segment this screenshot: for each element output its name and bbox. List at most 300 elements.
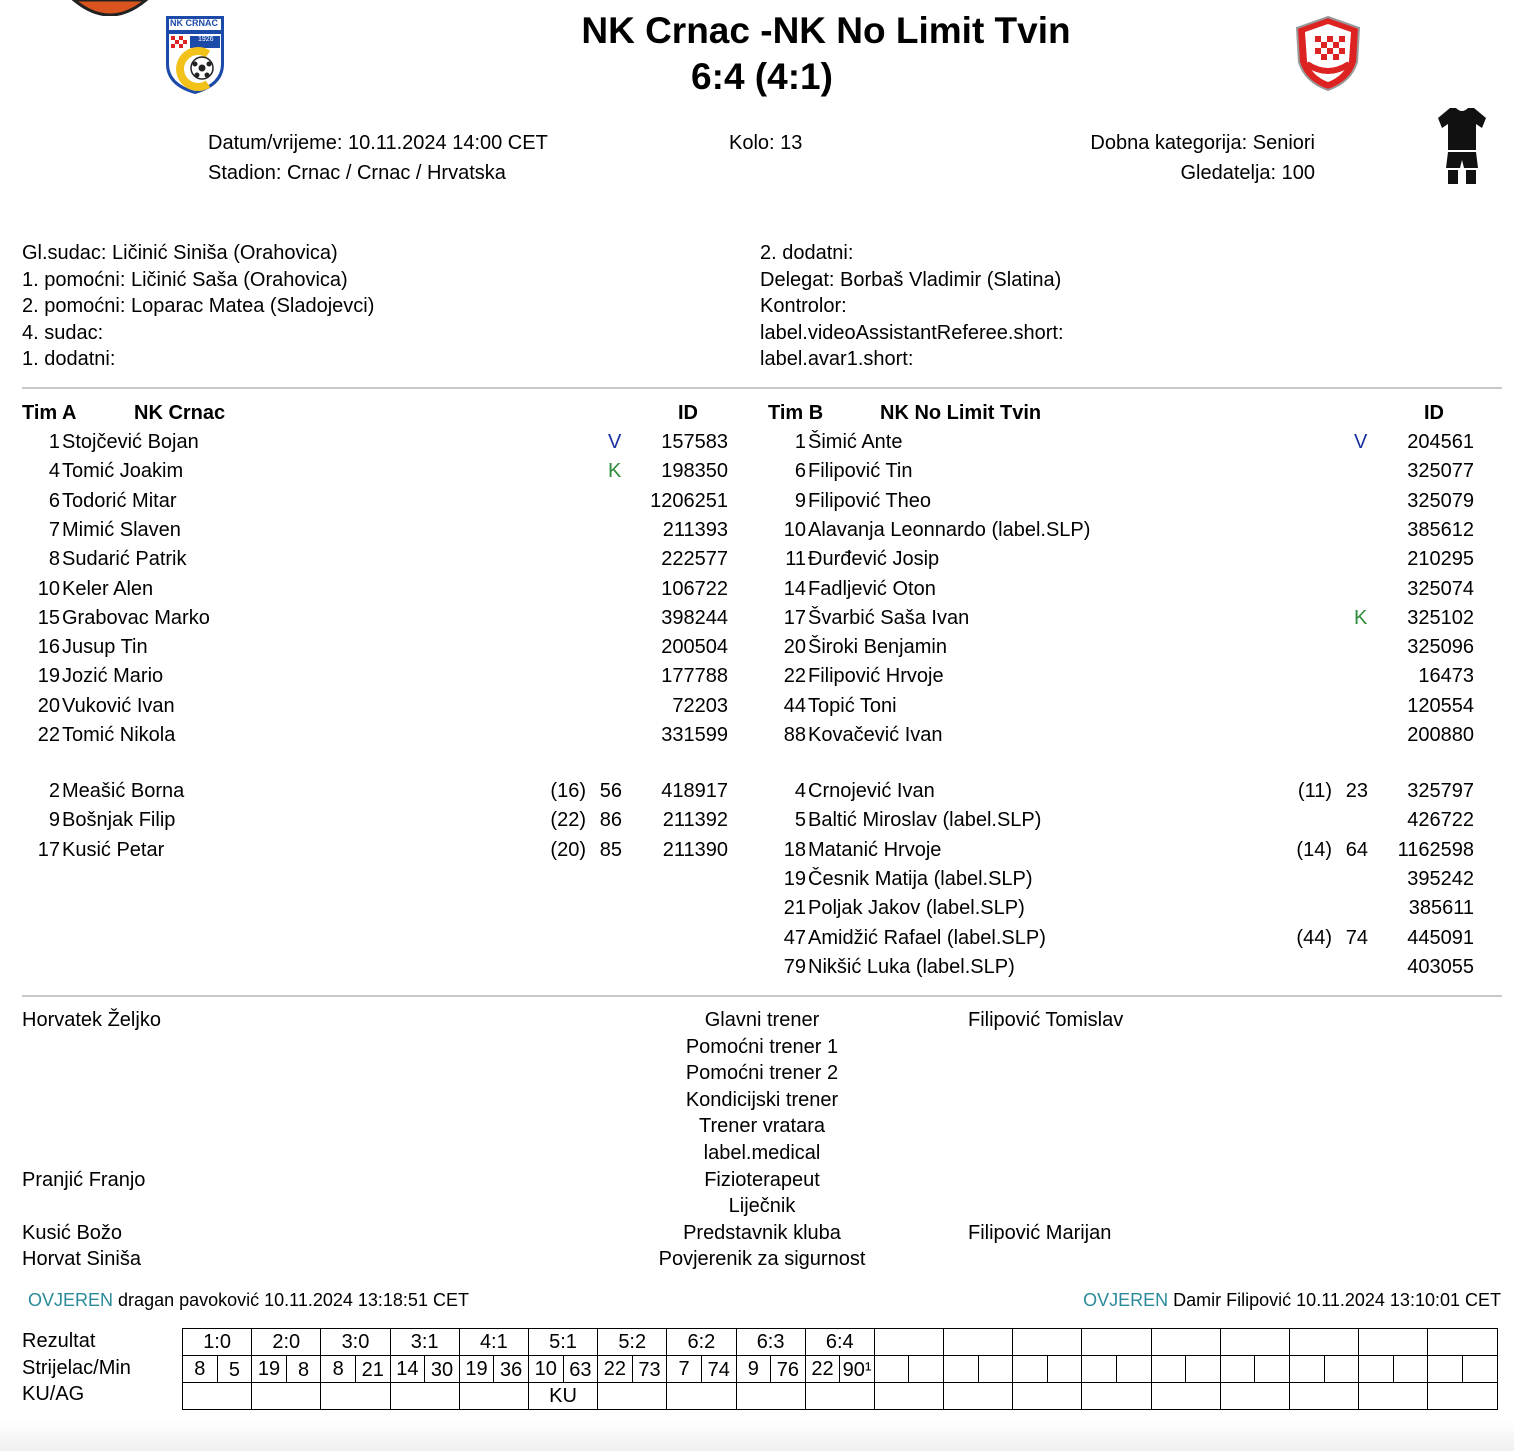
player-name: Sudarić Patrik [62,548,187,571]
ku-cell [321,1383,390,1410]
player-row [22,721,742,750]
team-b-name: NK No Limit Tvin [880,402,1042,424]
sub-number: 47 [783,926,806,949]
empty-half [944,1356,978,1382]
empty-score-cell [944,1329,1013,1356]
empty-scorer-cell [944,1356,1013,1383]
sub-replaced: (14) [1296,838,1332,861]
player-row [768,487,1488,516]
empty-half [1393,1356,1428,1382]
empty-half [1359,1356,1393,1382]
ku-cell [598,1383,667,1410]
sub-name: Česnik Matija (label.SLP) [808,867,1033,890]
player-name: Švarbić Saša Ivan [808,606,970,629]
player-row [22,604,742,633]
scorer-number: 22 [603,1357,627,1380]
player-number: 20 [37,694,60,717]
official-left-0: Gl.sudac: Ličinić Siniša (Orahovica) [22,242,338,264]
sub-id: 211392 [662,809,728,832]
player-row [768,692,1488,721]
scorer-split [460,1356,528,1382]
player-id: 204561 [1407,431,1474,453]
page-bottom [0,1420,1514,1451]
match-score: 6:4 (4:1) [691,56,833,97]
player-number: 44 [783,694,806,717]
home-staff-name: Kusić Božo [22,1221,123,1244]
sub-number: 9 [48,809,60,832]
empty-half [1428,1356,1462,1382]
scorer-cell [321,1356,390,1383]
player-number: 10 [37,577,60,600]
sub-minute: 64 [1345,838,1368,861]
player-id: 325077 [1407,460,1474,483]
player-number: 10 [783,518,806,541]
sub-number: 19 [783,867,806,890]
match-datetime: Datum/vrijeme: 10.11.2024 14:00 CET [208,132,548,154]
player-name: Filipović Tin [808,460,913,483]
goal-minute: 21 [355,1356,390,1382]
scorer-cell [390,1356,459,1383]
empty-half [1324,1356,1359,1382]
empty-score-cell [1151,1329,1220,1356]
scorer-number: 8 [332,1357,344,1380]
sub-minute: 86 [599,809,622,832]
team-a-label: Tim A [22,402,77,424]
result-row [183,1329,1498,1356]
player-number: 19 [37,665,60,688]
player-number: 8 [48,548,60,571]
scorer-cell [805,1356,874,1383]
player-number: 11 [785,548,806,571]
player-row [768,457,1488,486]
scorer-number: 22 [811,1357,834,1380]
player-name: Filipović Hrvoje [808,665,944,688]
sub-minute: 23 [1345,780,1368,802]
player-name: Topić Toni [808,694,897,717]
empty-half [875,1356,909,1382]
score-cell: 3:0 [321,1329,390,1356]
staff-role: Kondicijski trener [685,1088,839,1111]
scorer-split [529,1356,597,1382]
player-row [768,575,1488,604]
match-round: Kolo: 13 [729,132,803,154]
sub-name: Bošnjak Filip [62,809,176,832]
player-name: Grabovac Marko [62,606,210,629]
sub-row [768,806,1488,835]
scorer-cell [736,1356,805,1383]
away-team-title: NK No Limit Tvin [772,10,1071,51]
home-staff-name: Horvatek Željko [22,1009,161,1031]
empty-score-cell [1013,1329,1082,1356]
player-id: 222577 [661,548,728,571]
home-team-title: NK Crnac [581,10,750,51]
player-row [22,662,742,691]
staff-role: Predstavnik kluba [683,1221,841,1244]
score-cell: 5:2 [598,1329,667,1356]
scorer-split [252,1356,320,1382]
empty-half [1185,1356,1220,1382]
goalkeeper-mark: V [608,431,622,453]
scorer-split [944,1356,1012,1382]
sub-row [768,953,1488,982]
player-number: 6 [794,460,806,483]
player-row [22,428,742,457]
home-team-logo [164,14,226,96]
scorer-split [321,1356,389,1382]
player-id: 1206251 [650,489,728,512]
player-name: Kovačević Ivan [808,724,943,746]
official-right-2: Kontrolor: [760,295,847,317]
home-verified-text: dragan pavoković 10.11.2024 13:18:51 CET [118,1290,469,1310]
player-row [768,662,1488,691]
home-staff-name: Pranjić Franjo [22,1168,146,1191]
ku-cell [390,1383,459,1410]
sub-id: 385611 [1408,897,1474,920]
empty-scorer-cell [1082,1356,1151,1383]
staff-role: Pomoćni trener 2 [685,1062,839,1085]
results-table [182,1328,1498,1410]
sub-number: 17 [37,838,60,861]
goal-minute: 90¹ [839,1356,874,1382]
ku-cell [459,1383,528,1410]
sub-row [768,836,1488,865]
sub-replaced: (22) [550,809,586,832]
home-logo-text: NK CRNAC [170,18,218,28]
stadium: Stadion: Crnac / Crnac / Hrvatska [208,162,506,184]
sub-number: 5 [794,809,806,832]
away-verified-text: Damir Filipović 10.11.2024 13:10:01 CET [1173,1290,1501,1310]
player-number: 1 [48,431,60,453]
player-name: Vuković Ivan [62,694,175,717]
player-number: 4 [48,460,60,483]
score-cell: 6:3 [736,1329,805,1356]
empty-score-cell [1290,1329,1359,1356]
scorer-split [1359,1356,1427,1382]
empty-half [1254,1356,1289,1382]
player-number: 15 [37,606,60,629]
scorer-split [1290,1356,1358,1382]
player-id: 106722 [661,577,728,600]
empty-half [908,1356,943,1382]
empty-half [978,1356,1013,1382]
official-right-3: label.videoAssistantReferee.short: [760,321,1064,344]
sub-replaced: (44) [1296,926,1332,949]
scorer-number: 7 [678,1357,690,1380]
sub-row [768,924,1488,953]
player-row [768,428,1488,457]
empty-score-cell [1220,1329,1289,1356]
empty-half [1013,1356,1047,1382]
official-left-1: 1. pomoćni: Ličinić Saša (Orahovica) [22,268,348,291]
sub-number: 2 [48,780,60,802]
scorer-cell [667,1356,736,1383]
empty-half [1152,1356,1186,1382]
sub-minute: 56 [599,780,622,802]
scorer-number: 19 [465,1357,488,1380]
score-cell: 5:1 [528,1329,597,1356]
goal-minute: 36 [493,1356,528,1382]
empty-ku-cell [874,1383,943,1410]
scorer-split [667,1356,735,1382]
away-verification [1083,1290,1501,1311]
staff-role: label.medical [703,1142,821,1164]
player-name: Đurđević Josip [808,548,940,571]
scorer-cell [528,1356,597,1383]
sub-minute: 74 [1345,926,1368,949]
scorer-split [875,1356,943,1382]
team-a-name: NK Crnac [134,402,226,424]
sub-row [22,806,742,835]
player-row [768,516,1488,545]
staff-role: Glavni trener [704,1009,820,1031]
home-logo-year: 1926 [198,36,214,43]
scorer-number: 19 [257,1357,281,1380]
player-name: Stojčević Bojan [62,431,199,453]
player-number: 88 [783,724,806,746]
player-number: 20 [783,636,806,659]
divider-bottom [22,995,1502,997]
player-row [768,721,1488,750]
player-row [768,633,1488,662]
empty-ku-cell [1290,1383,1359,1410]
player-id: 16473 [1418,665,1474,688]
empty-scorer-cell [1013,1356,1082,1383]
goal-minute: 73 [632,1356,667,1382]
staff-role: Fizioterapeut [704,1168,820,1191]
sub-row [768,865,1488,894]
score-cell: 2:0 [252,1329,321,1356]
player-id: 200880 [1407,724,1474,746]
sub-id: 395242 [1407,867,1474,890]
scorer-cell [252,1356,321,1383]
player-name: Tomić Joakim [62,460,184,483]
away-team-logo [1293,16,1363,92]
official-left-4: 1. dodatni: [22,348,116,370]
player-name: Fadljević Oton [808,577,936,600]
player-id: 325096 [1407,636,1474,659]
empty-scorer-cell [1290,1356,1359,1383]
sub-row [768,777,1488,806]
player-row [22,487,742,516]
score-cell: 1:0 [183,1329,252,1356]
player-id: 331599 [661,724,728,746]
sub-row [22,836,742,865]
player-name: Keler Alen [62,577,154,600]
sub-number: 79 [783,955,806,978]
goal-minute: 76 [770,1356,805,1382]
sub-replaced: (16) [550,780,586,802]
sub-name: Amidžić Rafael (label.SLP) [808,926,1046,949]
player-number: 9 [794,489,806,512]
empty-half [1462,1356,1497,1382]
player-id: 325074 [1407,577,1474,600]
player-name: Todorić Mitar [62,489,177,512]
player-name: Filipović Theo [808,489,932,512]
sub-id: 445091 [1407,926,1474,949]
player-row [768,604,1488,633]
player-row [22,516,742,545]
official-right-1: Delegat: Borbaš Vladimir (Slatina) [760,268,1062,291]
player-number: 16 [37,636,60,659]
player-id: 177788 [661,665,728,688]
scorer-split [1013,1356,1081,1382]
ku-cell [667,1383,736,1410]
captain-mark: K [608,460,622,483]
player-name: Alavanja Leonnardo (label.SLP) [808,518,1091,541]
scorer-cell [598,1356,667,1383]
player-name: Šimić Ante [808,431,903,453]
ku-row [183,1383,1498,1410]
ku-cell [805,1383,874,1410]
captain-mark: K [1354,606,1368,629]
player-name: Tomić Nikola [62,724,176,746]
sub-name: Baltić Miroslav (label.SLP) [808,809,1042,832]
empty-half [1221,1356,1255,1382]
staff-role: Trener vratara [699,1115,825,1138]
empty-scorer-cell [1428,1356,1497,1383]
staff-role: Pomoćni trener 1 [685,1035,839,1058]
sub-number: 18 [783,838,806,861]
empty-ku-cell [1359,1383,1428,1410]
home-verification [28,1290,469,1311]
player-name: Široki Benjamin [808,636,947,659]
sub-id: 403055 [1407,955,1474,978]
player-number: 6 [48,489,60,512]
sub-name: Poljak Jakov (label.SLP) [808,897,1025,920]
scorer-split [737,1356,805,1382]
empty-scorer-cell [1220,1356,1289,1383]
player-row [768,545,1488,574]
player-number: 7 [48,518,60,541]
sub-row [768,894,1488,923]
goal-minute: 30 [424,1356,459,1382]
sub-replaced: (20) [550,838,586,861]
player-name: Jusup Tin [62,636,148,659]
spectators: Gledatelja: 100 [1180,162,1315,184]
player-id: 385612 [1407,518,1474,541]
official-left-3: 4. sudac: [22,321,104,344]
scorer-split [1082,1356,1150,1382]
sub-id: 426722 [1407,809,1474,832]
team-b-id-header: ID [1424,402,1444,424]
sub-name: Crnojević Ivan [808,780,935,802]
empty-score-cell [1359,1329,1428,1356]
player-id: 325102 [1407,606,1474,629]
empty-ku-cell [944,1383,1013,1410]
partial-logo-icon [70,0,150,16]
sub-id: 418917 [661,780,728,802]
goal-minute: 5 [217,1356,252,1382]
sub-id: 325797 [1407,780,1474,802]
score-cell: 3:1 [390,1329,459,1356]
player-id: 325079 [1407,489,1474,512]
score-cell: 6:4 [805,1329,874,1356]
scorer-split [391,1356,459,1382]
away-staff-name: Filipović Marijan [968,1221,1112,1244]
sub-minute: 85 [599,838,622,861]
player-row [22,575,742,604]
scorer-split [1428,1356,1496,1382]
scorer-number: 8 [194,1357,206,1380]
scorer-number: 10 [534,1357,557,1380]
row-label-result: Rezultat [22,1330,96,1352]
sub-name: Nikšić Luka (label.SLP) [808,955,1015,978]
player-id: 398244 [661,606,728,629]
player-number: 1 [794,431,806,453]
scorer-split [806,1356,874,1382]
goal-minute: 63 [563,1356,598,1382]
sub-name: Kusić Petar [62,838,165,861]
empty-ku-cell [1013,1383,1082,1410]
empty-ku-cell [1220,1383,1289,1410]
match-title [476,10,1176,52]
kit-icon [1436,106,1488,186]
staff-role: Povjerenik za sigurnost [658,1248,866,1271]
empty-score-cell [874,1329,943,1356]
sub-id: 1162598 [1397,838,1474,861]
score-cell: 6:2 [667,1329,736,1356]
home-verified-status: OVJEREN [28,1290,114,1310]
empty-scorer-cell [874,1356,943,1383]
player-name: Mimić Slaven [62,518,181,541]
player-id: 120554 [1407,694,1474,717]
player-row [22,545,742,574]
age-category: Dobna kategorija: Seniori [1090,132,1315,154]
official-right-0: 2. dodatni: [760,242,854,264]
goalkeeper-mark: V [1354,431,1368,453]
empty-half [1290,1356,1324,1382]
scorer-split [1152,1356,1220,1382]
team-a-id-header: ID [678,402,698,424]
sub-number: 21 [783,897,806,920]
player-id: 157583 [661,431,728,453]
player-id: 72203 [672,694,728,717]
sub-replaced: (11) [1297,780,1332,802]
scorer-number: 14 [396,1357,419,1380]
ku-cell [183,1383,252,1410]
scorer-split [183,1356,251,1382]
scorer-split [598,1356,666,1382]
score-cell: 4:1 [459,1329,528,1356]
empty-scorer-cell [1359,1356,1428,1383]
player-id: 210295 [1407,548,1474,571]
sub-number: 4 [794,780,806,802]
ku-cell [252,1383,321,1410]
row-label-scorer: Strijelac/Min [22,1357,131,1379]
home-staff-name: Horvat Siniša [22,1248,141,1271]
player-name: Jozić Mario [62,665,164,688]
empty-half [1082,1356,1116,1382]
player-number: 22 [783,665,806,688]
scorer-split [1221,1356,1289,1382]
scorer-number: 9 [747,1357,759,1380]
ku-cell: KU [528,1383,597,1410]
scorer-cell [459,1356,528,1383]
player-id: 198350 [661,460,728,483]
player-row [22,633,742,662]
empty-half [1116,1356,1151,1382]
sub-name: Meašić Borna [62,780,185,802]
player-row [22,692,742,721]
empty-scorer-cell [1151,1356,1220,1383]
divider-top [22,387,1502,389]
sub-row [22,777,742,806]
official-right-4: label.avar1.short: [760,348,914,370]
player-id: 211393 [662,518,728,541]
player-number: 22 [37,724,60,746]
empty-ku-cell [1151,1383,1220,1410]
goal-minute: 74 [701,1356,736,1382]
